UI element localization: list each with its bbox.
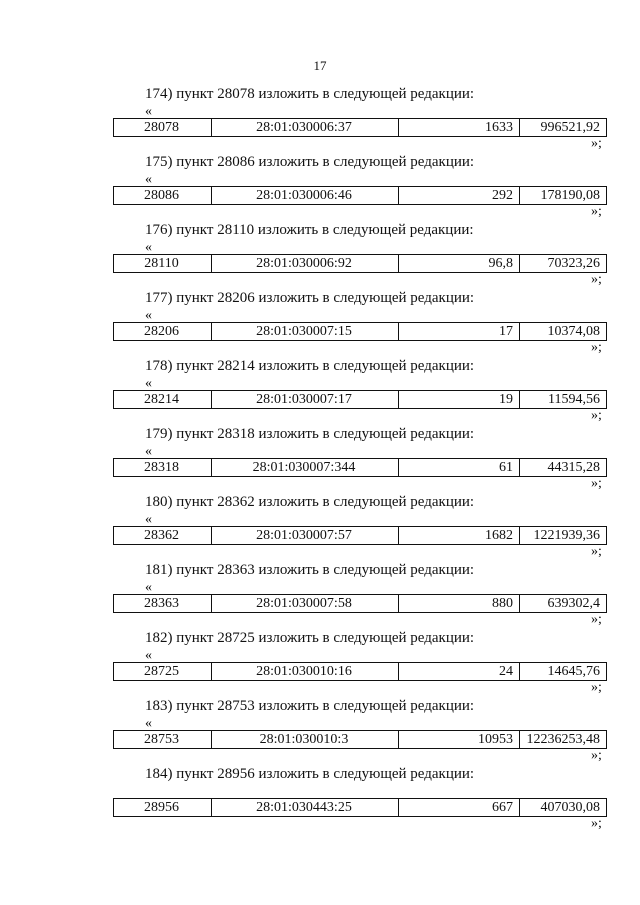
amendment-table bbox=[113, 254, 607, 273]
amendment-item bbox=[0, 358, 640, 426]
table-row bbox=[114, 119, 607, 137]
amendment-table bbox=[113, 390, 607, 409]
amendment-item bbox=[0, 86, 640, 154]
open-quote: « bbox=[145, 512, 152, 527]
amendment-heading: 182) пункт 28725 изложить в следующей редакции: bbox=[145, 630, 475, 646]
value-cell: 11594,56 bbox=[520, 391, 607, 409]
area-cell: 292 bbox=[399, 187, 520, 205]
open-quote: « bbox=[145, 716, 152, 731]
table-row bbox=[114, 595, 607, 613]
amendment-table bbox=[113, 186, 607, 205]
close-quote: »; bbox=[591, 748, 602, 763]
table-row bbox=[114, 255, 607, 273]
item-number-cell: 28086 bbox=[114, 187, 212, 205]
cadastral-number-cell: 28:01:030007:58 bbox=[212, 595, 399, 613]
table-row bbox=[114, 187, 607, 205]
amendment-table bbox=[113, 322, 607, 341]
amendment-item bbox=[0, 698, 640, 766]
value-cell: 14645,76 bbox=[520, 663, 607, 681]
item-number-cell: 28362 bbox=[114, 527, 212, 545]
table-row bbox=[114, 663, 607, 681]
cadastral-number-cell: 28:01:030010:16 bbox=[212, 663, 399, 681]
close-quote: »; bbox=[591, 544, 602, 559]
value-cell: 407030,08 bbox=[520, 799, 607, 817]
amendment-table bbox=[113, 730, 607, 749]
item-number-cell: 28110 bbox=[114, 255, 212, 273]
item-number-cell: 28206 bbox=[114, 323, 212, 341]
close-quote: »; bbox=[591, 204, 602, 219]
open-quote: « bbox=[145, 104, 152, 119]
cadastral-number-cell: 28:01:030007:15 bbox=[212, 323, 399, 341]
close-quote: »; bbox=[591, 340, 602, 355]
cadastral-number-cell: 28:01:030010:3 bbox=[212, 731, 399, 749]
amendment-item bbox=[0, 766, 640, 834]
amendment-item bbox=[0, 154, 640, 222]
amendment-heading: 184) пункт 28956 изложить в следующей редакции: bbox=[145, 766, 475, 782]
open-quote: « bbox=[145, 648, 152, 663]
value-cell: 10374,08 bbox=[520, 323, 607, 341]
cadastral-number-cell: 28:01:030007:17 bbox=[212, 391, 399, 409]
cadastral-number-cell: 28:01:030007:57 bbox=[212, 527, 399, 545]
item-number-cell: 28214 bbox=[114, 391, 212, 409]
table-row bbox=[114, 731, 607, 749]
amendment-table bbox=[113, 458, 607, 477]
item-number-cell: 28956 bbox=[114, 799, 212, 817]
amendment-item bbox=[0, 426, 640, 494]
amendment-item bbox=[0, 494, 640, 562]
amendment-heading: 176) пункт 28110 изложить в следующей редакции: bbox=[145, 222, 474, 238]
value-cell: 12236253,48 bbox=[520, 731, 607, 749]
amendment-item bbox=[0, 290, 640, 358]
amendments-list bbox=[0, 86, 640, 834]
area-cell: 1682 bbox=[399, 527, 520, 545]
item-number-cell: 28725 bbox=[114, 663, 212, 681]
open-quote: « bbox=[145, 580, 152, 595]
amendment-heading: 179) пункт 28318 изложить в следующей редакции: bbox=[145, 426, 475, 442]
close-quote: »; bbox=[591, 816, 602, 831]
cadastral-number-cell: 28:01:030006:46 bbox=[212, 187, 399, 205]
open-quote: « bbox=[145, 376, 152, 391]
amendment-item bbox=[0, 630, 640, 698]
open-quote: « bbox=[145, 308, 152, 323]
area-cell: 24 bbox=[399, 663, 520, 681]
area-cell: 10953 bbox=[399, 731, 520, 749]
table-row bbox=[114, 391, 607, 409]
value-cell: 1221939,36 bbox=[520, 527, 607, 545]
item-number-cell: 28318 bbox=[114, 459, 212, 477]
cadastral-number-cell: 28:01:030007:344 bbox=[212, 459, 399, 477]
amendment-item bbox=[0, 562, 640, 630]
amendment-heading: 175) пункт 28086 изложить в следующей редакции: bbox=[145, 154, 475, 170]
amendment-heading: 181) пункт 28363 изложить в следующей редакции: bbox=[145, 562, 475, 578]
open-quote: « bbox=[145, 240, 152, 255]
amendment-heading: 177) пункт 28206 изложить в следующей редакции: bbox=[145, 290, 475, 306]
open-quote: « bbox=[145, 444, 152, 459]
amendment-table bbox=[113, 526, 607, 545]
close-quote: »; bbox=[591, 408, 602, 423]
value-cell: 639302,4 bbox=[520, 595, 607, 613]
table-row bbox=[114, 323, 607, 341]
area-cell: 96,8 bbox=[399, 255, 520, 273]
amendment-heading: 183) пункт 28753 изложить в следующей редакции: bbox=[145, 698, 475, 714]
item-number-cell: 28078 bbox=[114, 119, 212, 137]
amendment-table bbox=[113, 662, 607, 681]
table-row bbox=[114, 799, 607, 817]
amendment-item bbox=[0, 222, 640, 290]
value-cell: 70323,26 bbox=[520, 255, 607, 273]
table-row bbox=[114, 527, 607, 545]
value-cell: 44315,28 bbox=[520, 459, 607, 477]
close-quote: »; bbox=[591, 136, 602, 151]
value-cell: 178190,08 bbox=[520, 187, 607, 205]
cadastral-number-cell: 28:01:030443:25 bbox=[212, 799, 399, 817]
item-number-cell: 28753 bbox=[114, 731, 212, 749]
value-cell: 996521,92 bbox=[520, 119, 607, 137]
area-cell: 1633 bbox=[399, 119, 520, 137]
area-cell: 880 bbox=[399, 595, 520, 613]
table-row bbox=[114, 459, 607, 477]
area-cell: 17 bbox=[399, 323, 520, 341]
area-cell: 19 bbox=[399, 391, 520, 409]
amendment-heading: 178) пункт 28214 изложить в следующей редакции: bbox=[145, 358, 475, 374]
cadastral-number-cell: 28:01:030006:37 bbox=[212, 119, 399, 137]
close-quote: »; bbox=[591, 612, 602, 627]
close-quote: »; bbox=[591, 476, 602, 491]
open-quote: « bbox=[145, 172, 152, 187]
amendment-heading: 174) пункт 28078 изложить в следующей редакции: bbox=[145, 86, 475, 102]
amendment-heading: 180) пункт 28362 изложить в следующей редакции: bbox=[145, 494, 475, 510]
page-number: 17 bbox=[313, 58, 327, 73]
area-cell: 667 bbox=[399, 799, 520, 817]
cadastral-number-cell: 28:01:030006:92 bbox=[212, 255, 399, 273]
close-quote: »; bbox=[591, 680, 602, 695]
area-cell: 61 bbox=[399, 459, 520, 477]
amendment-table bbox=[113, 118, 607, 137]
amendment-table bbox=[113, 798, 607, 817]
close-quote: »; bbox=[591, 272, 602, 287]
item-number-cell: 28363 bbox=[114, 595, 212, 613]
amendment-table bbox=[113, 594, 607, 613]
